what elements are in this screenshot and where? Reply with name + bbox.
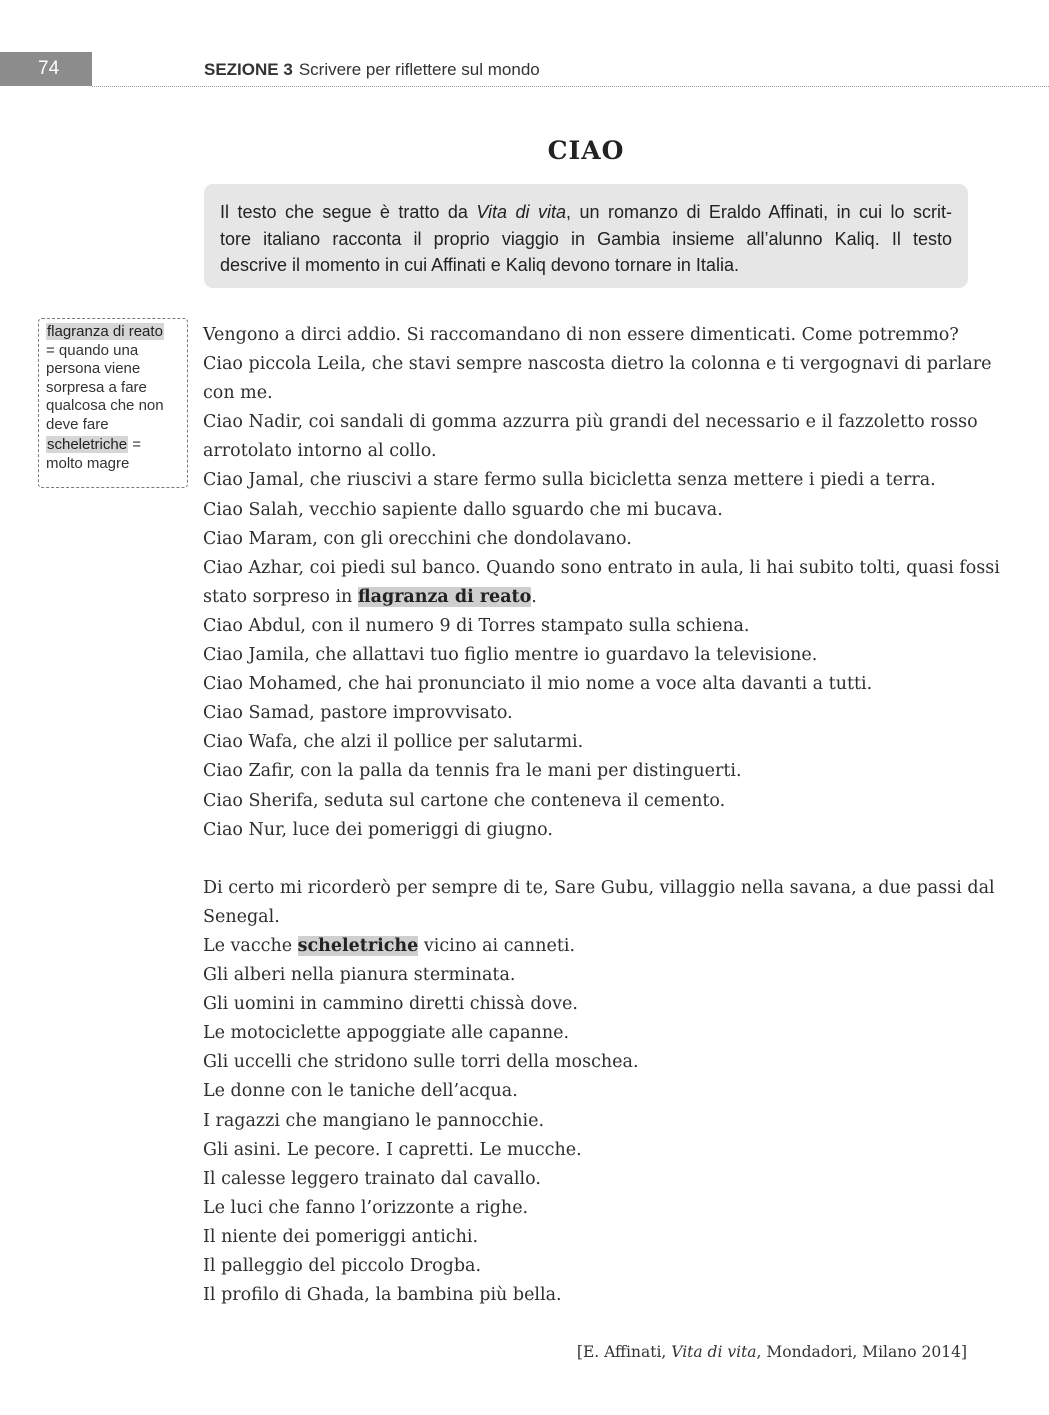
header-rule	[92, 86, 1049, 87]
text-segment: vicino ai canneti.	[418, 935, 576, 956]
source-citation	[560, 1343, 967, 1361]
text-line	[203, 583, 967, 612]
paragraph-gap	[203, 845, 967, 874]
citation-book-title: Vita di vita	[671, 1343, 757, 1361]
text-line: Ciao Nadir, coi sandali di gomma azzurra più grandi del necessario e il fazzoletto rosso	[203, 412, 978, 433]
glossary-definition: persona viene	[46, 360, 141, 377]
text-line: Gli asini. Le pecore. I capretti. Le mucche.	[203, 1139, 582, 1160]
glossary-box	[38, 318, 188, 488]
text-line: Ciao Jamal, che riuscivi a stare fermo sulla bicicletta senza mettere i piedi a terra.	[203, 470, 936, 491]
glossary-entry	[46, 323, 187, 434]
text-line: Ciao Samad, pastore improvvisato.	[203, 703, 513, 724]
glossary-equals: =	[128, 436, 141, 453]
text-line: Ciao Sherifa, seduta sul cartone che conteneva il cemento.	[203, 790, 726, 811]
text-line: Ciao Azhar, coi piedi sul banco. Quando sono entrato in aula, li hai subito tolti, quasi fossi	[203, 557, 1000, 578]
text-line: Ciao Abdul, con il numero 9 di Torres stampato sulla schiena.	[203, 615, 750, 636]
citation-text: [E. Affinati,	[576, 1343, 672, 1361]
page-number	[0, 52, 92, 86]
text-segment: Le vacche	[203, 935, 298, 956]
text-line: Gli uccelli che stridono sulle torri della moschea.	[203, 1052, 639, 1073]
highlighted-term: flagranza di reato	[357, 586, 532, 607]
text-line: Ciao Zafir, con la palla da tennis fra le mani per distinguerti.	[203, 761, 742, 782]
text-line: Il palleggio del piccolo Drogba.	[203, 1256, 482, 1276]
text-line: Ciao Salah, vecchio sapiente dallo sguardo che mi bucava.	[203, 499, 723, 520]
glossary-term: scheletriche	[47, 436, 128, 453]
glossary-definition: molto magre	[46, 454, 130, 472]
intro-text: Il testo che segue è tratto da	[220, 202, 477, 222]
text-line: I ragazzi che mangiano le pannocchie.	[203, 1110, 545, 1131]
section-subtitle: Scrivere per riflettere sul mondo	[298, 60, 540, 79]
glossary-term: flagranza di reato	[47, 323, 163, 340]
intro-line-3: descrive il momento in cui Affinati e Kaliq devono tornare in Italia.	[220, 255, 739, 275]
body-text	[203, 321, 1000, 1310]
text-line: Ciao Jamila, che allattavi tuo figlio mentre io guardavo la televisione.	[203, 645, 818, 666]
section-label: SEZIONE 3	[204, 60, 293, 79]
text-segment: stato sorpreso in	[203, 586, 358, 607]
text-line: con me.	[203, 383, 273, 404]
citation-text: , Mondadori, Milano 2014]	[756, 1343, 967, 1361]
glossary-definition: = quando una	[46, 341, 139, 359]
intro-book-title: Vita di vita	[476, 202, 567, 222]
glossary-entry	[46, 436, 187, 473]
text-line: Senegal.	[203, 906, 280, 927]
text-line: Ciao piccola Leila, che stavi sempre nascosta dietro la colonna e ti vergognavi di parlare	[203, 354, 992, 375]
text-line: Vengono a dirci addio. Si raccomandano di non essere dimenticati. Come potremmo?	[203, 325, 959, 345]
text-line: Le motociclette appoggiate alle capanne.	[203, 1023, 570, 1044]
text-line: Gli uomini in cammino diretti chissà dove.	[203, 994, 578, 1015]
intro-line-1	[220, 199, 952, 226]
intro-line-2: tore italiano racconta il proprio viaggio in Gambia insieme all’alunno Kaliq. Il testo	[220, 228, 952, 249]
page-number-text: 74	[38, 58, 60, 79]
intro-box	[204, 184, 968, 288]
text-line: Di certo mi ricorderò per sempre di te, Sare Gubu, villaggio nella savana, a due passi dal	[203, 877, 995, 898]
glossary-definition: sorpresa a fare	[46, 378, 147, 396]
text-line: Ciao Maram, con gli orecchini che dondolavano.	[203, 528, 632, 549]
text-line: Gli alberi nella pianura sterminata.	[203, 965, 516, 986]
text-line: Le luci che fanno l’orizzonte a righe.	[203, 1197, 529, 1218]
text-segment: .	[531, 586, 537, 607]
text-line: Il calesse leggero trainato dal cavallo.	[203, 1168, 541, 1189]
text-line: Le donne con le taniche dell’acqua.	[203, 1081, 518, 1102]
text-line	[203, 932, 967, 961]
text-line: Il niente dei pomeriggi antichi.	[203, 1226, 479, 1247]
text-line: Ciao Wafa, che alzi il pollice per salutarmi.	[203, 732, 584, 753]
text-line: arrotolato intorno al collo.	[203, 441, 437, 462]
text-line: Il profilo di Ghada, la bambina più bella.	[203, 1285, 562, 1306]
glossary-definition: qualcosa che non	[46, 397, 164, 414]
text-line: Ciao Nur, luce dei pomeriggi di giugno.	[203, 819, 553, 840]
glossary-definition: deve fare	[46, 415, 109, 433]
intro-text: , un romanzo di Eraldo Affinati, in cui lo scrit-	[566, 202, 952, 222]
running-header	[204, 60, 540, 80]
page-title: CIAO	[547, 136, 625, 165]
text-line: Ciao Mohamed, che hai pronunciato il mio nome a voce alta davanti a tutti.	[203, 674, 873, 695]
highlighted-term: scheletriche	[297, 935, 419, 956]
